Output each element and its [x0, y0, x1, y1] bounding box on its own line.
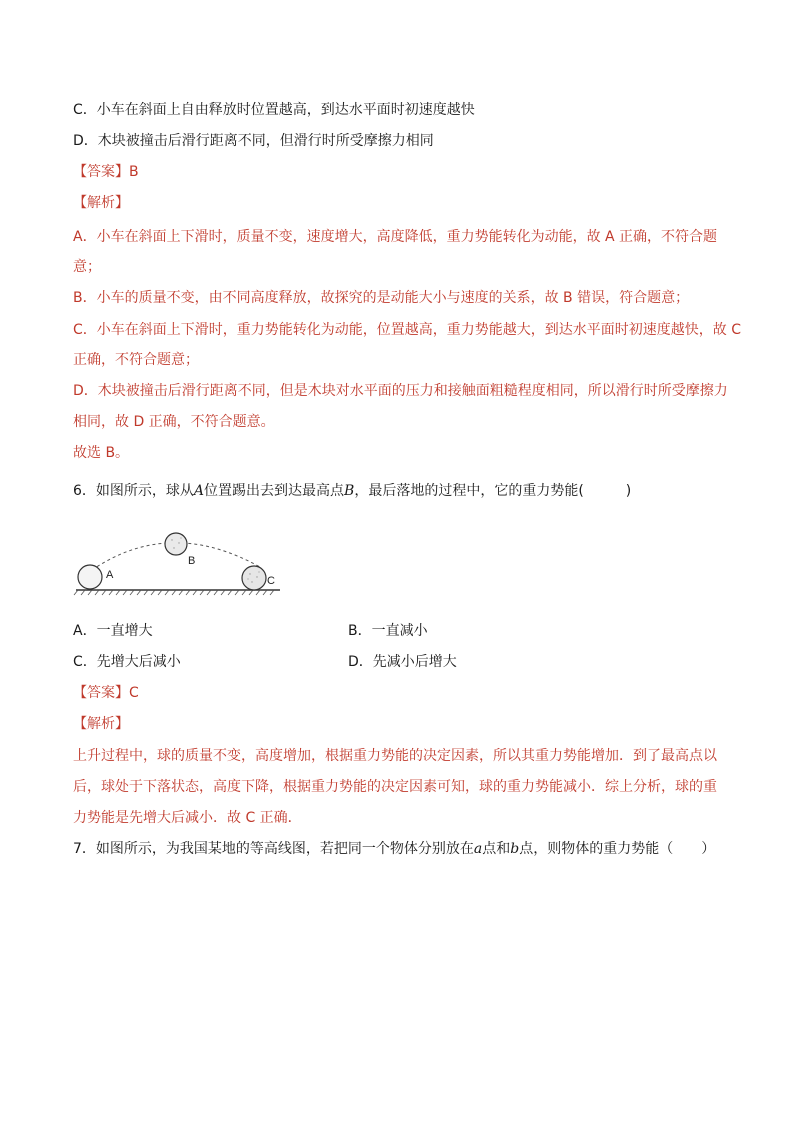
label-b: B [188, 555, 196, 567]
label-c: C [267, 575, 275, 587]
q5-analysis-c-line1: C．小车在斜面上下滑时，重力势能转化为动能，位置越高，重力势能越大，到达水平面时初速度越快，故 C [73, 322, 741, 338]
q6-stem-mid: 位置踢出去到达最高点 [204, 483, 345, 499]
q5-option-d: D．木块被撞击后滑行距离不同，但滑行时所受摩擦力相同 [73, 133, 434, 149]
q6-stem-a: A [193, 483, 205, 499]
q5-conclusion: 故选 B。 [73, 445, 130, 461]
q7-stem-b: b [510, 841, 520, 857]
q5-analysis-b: B．小车的质量不变，由不同高度释放，故探究的是动能大小与速度的关系，故 B 错误，符合题意； [73, 290, 690, 306]
q6-analysis-line2: 后，球处于下落状态，高度下降，根据重力势能的决定因素可知，球的重力势能减小．综上分析，球的重 [73, 779, 717, 795]
q7-stem-pre: 7．如图所示，为我国某地的等高线图，若把同一个物体分别放在 [73, 841, 474, 857]
q5-analysis-a-line2: 意； [73, 259, 101, 275]
q6-stem [73, 481, 631, 501]
answer-label: 【答案】 [73, 164, 129, 180]
q5-analysis-label: 【解析】 [73, 195, 129, 211]
q6-stem-post: ，最后落地的过程中，它的重力势能( ) [354, 483, 632, 499]
ball-b [165, 533, 187, 555]
q6-stem-pre: 6．如图所示，球从 [73, 483, 194, 499]
answer-value: B [129, 164, 139, 180]
q6-option-b: B．一直减小 [348, 623, 428, 639]
q6-option-a: A．一直增大 [73, 623, 153, 639]
q6-analysis-line3: 力势能是先增大后减小．故 C 正确． [73, 810, 302, 826]
q5-option-c: C．小车在斜面上自由释放时位置越高，到达水平面时初速度越快 [73, 102, 475, 118]
q6-option-d: D．先减小后增大 [348, 654, 457, 670]
q5-answer [73, 162, 139, 182]
ball-c [242, 566, 266, 590]
ball-a [78, 565, 102, 589]
label-a: A [106, 569, 114, 581]
q6-analysis-label: 【解析】 [73, 716, 129, 732]
answer-label: 【答案】 [73, 685, 129, 701]
q7-stem-post: 点，则物体的重力势能（ ） [519, 841, 716, 857]
answer-value: C [129, 685, 139, 701]
q7-stem-mid: 点和 [482, 841, 511, 857]
q6-option-c: C．先增大后减小 [73, 654, 181, 670]
q5-analysis-a-line1: A．小车在斜面上下滑时，质量不变，速度增大，高度降低，重力势能转化为动能，故 A 正确，不符合题 [73, 229, 718, 245]
q5-analysis-c-line2: 正确，不符合题意； [73, 352, 199, 368]
q7-stem-a: a [473, 841, 483, 857]
q6-analysis-line1: 上升过程中，球的质量不变，高度增加，根据重力势能的决定因素，所以其重力势能增加．到了最高点以 [73, 748, 717, 764]
q6-stem-b: B [344, 483, 355, 499]
q5-analysis-d-line1: D．木块被撞击后滑行距离不同，但是木块对水平面的压力和接触面粗糙程度相同，所以滑行时所受摩擦力 [73, 383, 728, 399]
ball-trajectory-figure [70, 522, 290, 612]
q6-answer [73, 683, 139, 703]
q5-analysis-d-line2: 相同，故 D 正确，不符合题意。 [73, 414, 275, 430]
q7-stem [73, 839, 715, 859]
